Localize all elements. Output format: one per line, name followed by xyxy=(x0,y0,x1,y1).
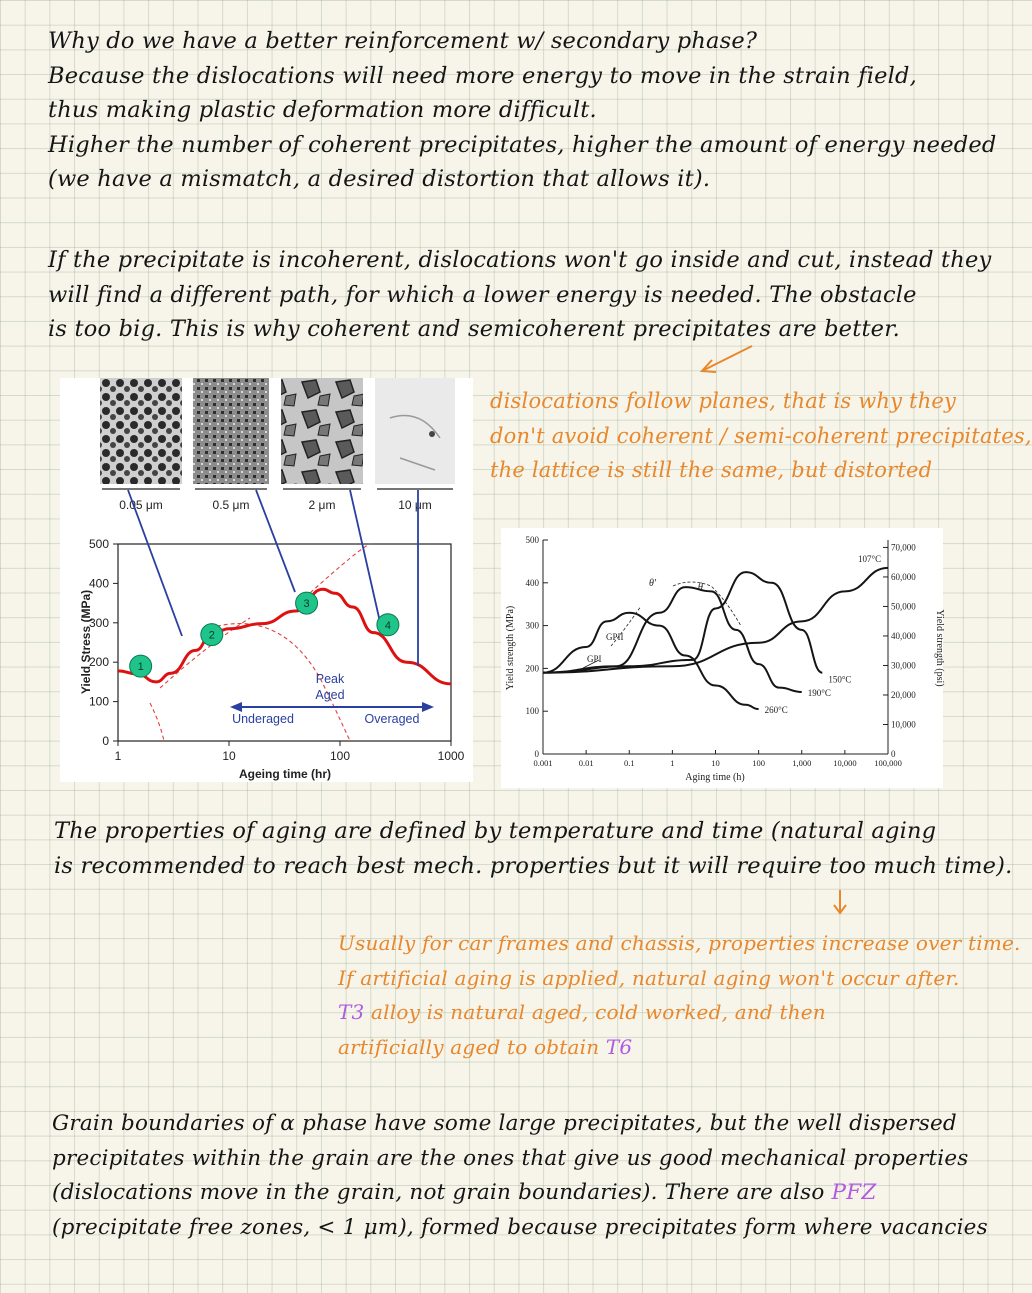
note-line: Why do we have a better reinforcement w/ secondary phase? xyxy=(48,28,758,54)
curve-label: 260°C xyxy=(764,705,788,716)
note-line: Grain boundaries of α phase have some large precipitates, but the well dispersed xyxy=(52,1111,957,1136)
scale-label-4: 10 μm xyxy=(398,498,432,512)
underaged-label: Underaged xyxy=(232,712,294,726)
annotation-text: alloy is natural aged, cold worked, and then xyxy=(364,1000,826,1024)
x-axis-label: Ageing time (hr) xyxy=(239,767,331,781)
pfz-label: PFZ xyxy=(831,1180,877,1205)
y-axis-label: Yield strength (MPa) xyxy=(505,605,516,691)
x-tick-label: 100,000 xyxy=(874,758,902,768)
ageing-yield-stress-figure xyxy=(60,378,473,782)
annotation-line xyxy=(338,995,1021,1030)
x-tick-label: 1000 xyxy=(437,749,465,763)
annotation-line: don't avoid coherent / semi-coherent precipitates, xyxy=(490,423,1032,448)
theta-prime-label: θ′ xyxy=(649,578,657,589)
x-axis-label: Aging time (h) xyxy=(685,772,745,783)
note-line: precipitates within the grain are the ones that give us good mechanical properties xyxy=(52,1145,969,1171)
gpii-arrow xyxy=(611,606,641,646)
annotation-text: artificially aged to obtain xyxy=(338,1034,606,1059)
temperature-chart-svg xyxy=(501,528,943,788)
y-tick-label-right: 20,000 xyxy=(891,689,916,700)
curve-label: 190°C xyxy=(807,687,831,698)
micrograph-3 xyxy=(281,378,363,484)
micrograph-1 xyxy=(100,378,182,484)
orange-pointer-arrow xyxy=(690,340,760,380)
note-line: Because the dislocations will need more energy to move in the strain field, xyxy=(48,62,917,89)
x-tick-label: 10 xyxy=(222,749,236,763)
y-tick-label-right: 10,000 xyxy=(891,719,916,730)
y-axis-label-right: Yield strength (psi) xyxy=(934,609,945,687)
note-line: (precipitate free zones, < 1 μm), formed because precipitates form where vacancies xyxy=(52,1214,988,1240)
note-line: Higher the number of coherent precipitates, higher the amount of energy needed xyxy=(48,131,997,158)
dashed-guide-left xyxy=(150,703,164,741)
y-tick-label-right: 0 xyxy=(891,749,896,759)
y-tick-label: 200 xyxy=(88,655,109,670)
x-tick-label: 0.001 xyxy=(533,758,553,768)
y-tick-label: 400 xyxy=(88,576,109,591)
paragraph-secondary-phase xyxy=(48,24,996,197)
scale-label-3: 2 μm xyxy=(308,498,336,512)
ageing-chart-svg xyxy=(60,378,473,782)
curve-label: 150°C xyxy=(828,674,852,685)
micrograph-2 xyxy=(193,378,269,484)
x-tick-label: 1,000 xyxy=(792,758,812,768)
annotation-dislocations-planes xyxy=(490,384,1032,488)
annotation-line: Usually for car frames and chassis, properties increase over time. xyxy=(338,931,1021,955)
note-line: thus making plastic deformation more difficult. xyxy=(48,97,597,123)
note-line: will find a different path, for which a lower energy is needed. The obstacle xyxy=(48,281,917,308)
y-tick-label: 500 xyxy=(88,537,109,551)
blue-arrow-2 xyxy=(256,490,295,592)
peak-aged-label-2: Aged xyxy=(315,688,345,702)
y-tick-label: 300 xyxy=(88,615,109,630)
x-tick-label: 0.1 xyxy=(623,758,635,768)
scale-label-1: 0.05 μm xyxy=(119,498,163,512)
y-tick-label-right: 60,000 xyxy=(891,571,916,582)
orange-down-arrow xyxy=(830,888,850,916)
t3-label: T3 xyxy=(338,1000,365,1024)
x-tick-label: 10,000 xyxy=(833,758,857,768)
paragraph-incoherent-precipitate xyxy=(48,243,991,347)
y-tick-label: 400 xyxy=(525,577,539,588)
x-tick-label: 100 xyxy=(752,758,765,768)
peak-aged-label-1: Peak xyxy=(315,672,345,686)
yield-stress-curve xyxy=(118,589,451,684)
note-line xyxy=(52,1176,988,1211)
y-tick-label: 100 xyxy=(88,694,109,709)
dashed-guide-peak xyxy=(310,544,370,593)
note-line: If the precipitate is incoherent, dislocations won't go inside and cut, instead they xyxy=(48,247,992,273)
note-line: is recommended to reach best mech. properties but it will require too much time). xyxy=(54,852,1013,879)
stage-marker-label: 2 xyxy=(208,629,215,642)
x-tick-label: 0.01 xyxy=(578,758,594,768)
micrograph-4 xyxy=(375,378,455,484)
note-line: The properties of aging are defined by temperature and time (natural aging xyxy=(54,818,937,844)
y-tick-label-right: 30,000 xyxy=(891,660,916,671)
x-tick-label: 10 xyxy=(711,758,720,768)
y-tick-label: 200 xyxy=(525,663,539,674)
micrograph-4-precipitate xyxy=(429,431,435,437)
curve-260c xyxy=(543,613,759,709)
y-tick-label: 300 xyxy=(525,620,539,631)
y-tick-label-right: 50,000 xyxy=(891,601,916,612)
stage-marker-label: 3 xyxy=(303,598,310,611)
paragraph-grain-boundaries xyxy=(52,1107,988,1245)
annotation-line xyxy=(338,1030,1021,1065)
paragraph-aging-properties xyxy=(54,814,1013,883)
t6-label: T6 xyxy=(605,1034,633,1059)
y-tick-label: 0 xyxy=(534,749,539,759)
annotation-line: the lattice is still the same, but distorted xyxy=(490,458,933,482)
temperature-aging-figure xyxy=(501,528,943,788)
x-tick-label: 1 xyxy=(670,758,675,768)
curve-label: 107°C xyxy=(858,553,882,564)
y-axis-label: Yield Stress (MPa) xyxy=(79,589,93,695)
blue-arrow-3 xyxy=(350,490,380,622)
note-line: (we have a mismatch, a desired distortion that allows it). xyxy=(48,166,711,192)
scale-label-2: 0.5 μm xyxy=(212,498,250,512)
aging-range-arrowhead-right xyxy=(422,702,434,712)
theta-label: θ xyxy=(698,582,703,593)
annotation-line: dislocations follow planes, that is why they xyxy=(490,389,957,413)
aging-range-arrowhead-left xyxy=(230,702,242,712)
gpi-label: GPI xyxy=(587,654,602,664)
y-tick-label: 0 xyxy=(102,734,109,748)
overaged-label: Overaged xyxy=(364,712,420,726)
stage-marker-label: 4 xyxy=(384,619,391,632)
y-tick-label: 100 xyxy=(525,706,539,717)
stage-marker-label: 1 xyxy=(137,661,144,674)
x-tick-label: 1 xyxy=(114,749,122,763)
x-tick-label: 100 xyxy=(329,749,351,763)
annotation-line: If artificial aging is applied, natural aging won't occur after. xyxy=(338,965,960,990)
annotation-natural-aging xyxy=(338,926,1021,1064)
y-tick-label: 500 xyxy=(525,535,539,545)
gpii-label: GPII xyxy=(606,632,624,642)
note-text: (dislocations move in the grain, not grain boundaries). There are also xyxy=(52,1180,832,1205)
y-tick-label-right: 40,000 xyxy=(891,630,916,641)
y-tick-label-right: 70,000 xyxy=(891,542,916,553)
note-line: is too big. This is why coherent and semicoherent precipitates are better. xyxy=(48,316,901,342)
